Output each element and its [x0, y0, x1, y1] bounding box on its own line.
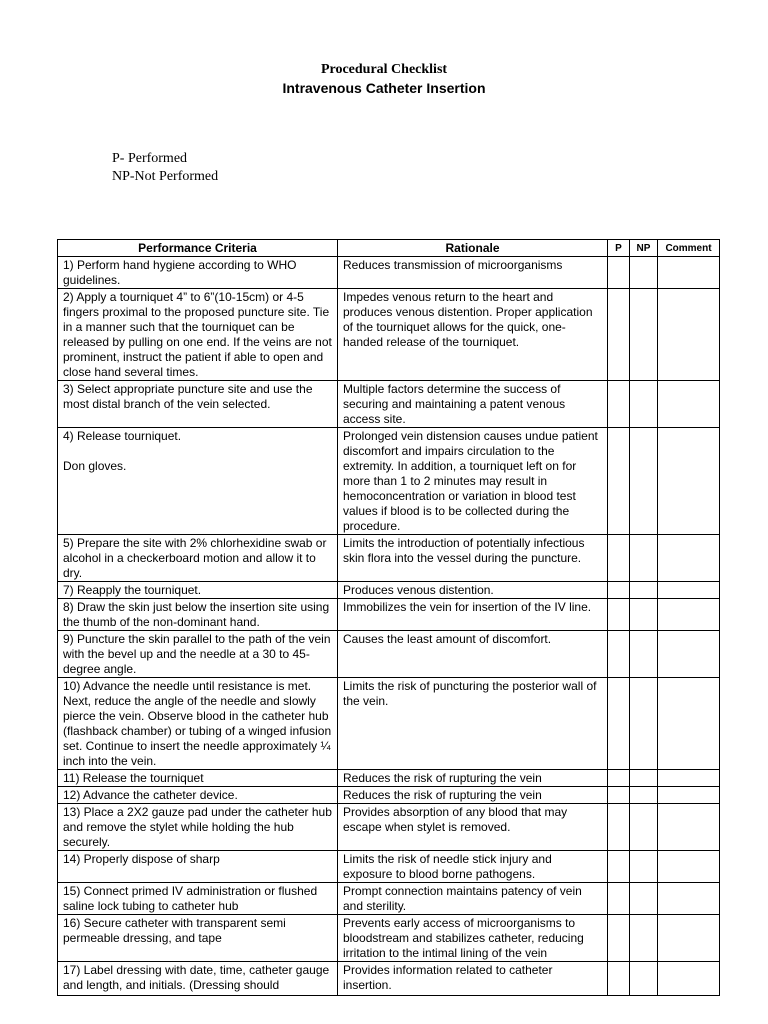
- document-subtitle: Intravenous Catheter Insertion: [282, 80, 486, 96]
- rationale-cell: Limits the introduction of potentially infectious skin flora into the vessel during the puncture.: [338, 535, 608, 582]
- criteria-cell: 16) Secure catheter with transparent semi permeable dressing, and tape: [58, 915, 338, 962]
- p-checkbox-cell[interactable]: [608, 289, 630, 381]
- document-title: Procedural Checklist: [320, 62, 448, 77]
- criteria-cell: 12) Advance the catheter device.: [58, 787, 338, 804]
- table-header-row: [58, 240, 720, 257]
- checklist-table: [57, 239, 720, 996]
- comment-cell[interactable]: [658, 428, 720, 535]
- np-checkbox-cell[interactable]: [630, 678, 658, 770]
- rationale-cell: Produces venous distention.: [338, 582, 608, 599]
- p-checkbox-cell[interactable]: [608, 599, 630, 631]
- p-checkbox-cell[interactable]: [608, 631, 630, 678]
- p-checkbox-cell[interactable]: [608, 804, 630, 851]
- column-header-rationale: Rationale: [338, 240, 608, 257]
- np-checkbox-cell[interactable]: [630, 962, 658, 996]
- table-row: [58, 883, 720, 915]
- table-row: [58, 915, 720, 962]
- table-row: [58, 428, 720, 535]
- rationale-cell: Provides absorption of any blood that may escape when stylet is removed.: [338, 804, 608, 851]
- table-row: [58, 678, 720, 770]
- p-checkbox-cell[interactable]: [608, 915, 630, 962]
- p-checkbox-cell[interactable]: [608, 851, 630, 883]
- np-checkbox-cell[interactable]: [630, 599, 658, 631]
- p-checkbox-cell[interactable]: [608, 883, 630, 915]
- comment-cell[interactable]: [658, 770, 720, 787]
- table-row: [58, 770, 720, 787]
- rationale-cell: Causes the least amount of discomfort.: [338, 631, 608, 678]
- comment-cell[interactable]: [658, 381, 720, 428]
- rationale-cell: Prolonged vein distension causes undue patient discomfort and impairs circulation to the extremity. In addition, a tourniquet left on for more than 1 to 2 minutes may result in hemoconcentration or variation in blood test values if blood is to be collected during the procedure.: [338, 428, 608, 535]
- rationale-cell: Prevents early access of microorganisms to bloodstream and stabilizes catheter, reducing irritation to the intimal lining of the vein: [338, 915, 608, 962]
- comment-cell[interactable]: [658, 883, 720, 915]
- criteria-cell: 1) Perform hand hygiene according to WHO guidelines.: [58, 257, 338, 289]
- rationale-cell: Reduces the risk of rupturing the vein: [338, 770, 608, 787]
- table-row: [58, 257, 720, 289]
- np-checkbox-cell[interactable]: [630, 535, 658, 582]
- criteria-cell: 10) Advance the needle until resistance is met. Next, reduce the angle of the needle and slowly pierce the vein. Observe blood in the catheter hub (flashback chamber) or tubing of a winged infusion set. Continue to insert the needle approximately ¼ inch into the vein.: [58, 678, 338, 770]
- np-checkbox-cell[interactable]: [630, 257, 658, 289]
- criteria-cell: 13) Place a 2X2 gauze pad under the catheter hub and remove the stylet while holding the hub securely.: [58, 804, 338, 851]
- np-checkbox-cell[interactable]: [630, 631, 658, 678]
- np-checkbox-cell[interactable]: [630, 804, 658, 851]
- rationale-cell: Prompt connection maintains patency of vein and sterility.: [338, 883, 608, 915]
- table-row: [58, 381, 720, 428]
- rationale-cell: Limits the risk of puncturing the posterior wall of the vein.: [338, 678, 608, 770]
- comment-cell[interactable]: [658, 915, 720, 962]
- p-checkbox-cell[interactable]: [608, 257, 630, 289]
- p-checkbox-cell[interactable]: [608, 962, 630, 996]
- np-checkbox-cell[interactable]: [630, 428, 658, 535]
- table-row: [58, 962, 720, 996]
- criteria-cell: 5) Prepare the site with 2% chlorhexidine swab or alcohol in a checkerboard motion and allow it to dry.: [58, 535, 338, 582]
- np-checkbox-cell[interactable]: [630, 381, 658, 428]
- table-row: [58, 599, 720, 631]
- table-row: [58, 289, 720, 381]
- column-header-comment: Comment: [658, 240, 720, 257]
- criteria-cell: 3) Select appropriate puncture site and use the most distal branch of the vein selected.: [58, 381, 338, 428]
- np-checkbox-cell[interactable]: [630, 582, 658, 599]
- criteria-cell: 9) Puncture the skin parallel to the path of the vein with the bevel up and the needle at a 30 to 45-degree angle.: [58, 631, 338, 678]
- criteria-cell: 17) Label dressing with date, time, catheter gauge and length, and initials. (Dressing should: [58, 962, 338, 996]
- p-checkbox-cell[interactable]: [608, 678, 630, 770]
- column-header-np: NP: [630, 240, 658, 257]
- p-checkbox-cell[interactable]: [608, 428, 630, 535]
- rationale-cell: Multiple factors determine the success of securing and maintaining a patent venous access site.: [338, 381, 608, 428]
- np-checkbox-cell[interactable]: [630, 851, 658, 883]
- comment-cell[interactable]: [658, 535, 720, 582]
- table-row: [58, 582, 720, 599]
- comment-cell[interactable]: [658, 787, 720, 804]
- comment-cell[interactable]: [658, 599, 720, 631]
- rationale-cell: Reduces transmission of microorganisms: [338, 257, 608, 289]
- table-row: [58, 787, 720, 804]
- table-row: [58, 804, 720, 851]
- np-checkbox-cell[interactable]: [630, 770, 658, 787]
- criteria-cell: 7) Reapply the tourniquet.: [58, 582, 338, 599]
- comment-cell[interactable]: [658, 804, 720, 851]
- column-header-criteria: Performance Criteria: [58, 240, 338, 257]
- comment-cell[interactable]: [658, 631, 720, 678]
- criteria-cell: 14) Properly dispose of sharp: [58, 851, 338, 883]
- legend: [112, 150, 218, 186]
- criteria-cell: 11) Release the tourniquet: [58, 770, 338, 787]
- rationale-cell: Impedes venous return to the heart and produces venous distention. Proper application of the tourniquet allows for the quick, one-handed release of the tourniquet.: [338, 289, 608, 381]
- criteria-cell: 4) Release tourniquet. Don gloves.: [58, 428, 338, 535]
- np-checkbox-cell[interactable]: [630, 787, 658, 804]
- np-checkbox-cell[interactable]: [630, 289, 658, 381]
- comment-cell[interactable]: [658, 851, 720, 883]
- p-checkbox-cell[interactable]: [608, 787, 630, 804]
- p-checkbox-cell[interactable]: [608, 582, 630, 599]
- rationale-cell: Immobilizes the vein for insertion of the IV line.: [338, 599, 608, 631]
- rationale-cell: Limits the risk of needle stick injury and exposure to blood borne pathogens.: [338, 851, 608, 883]
- table-row: [58, 631, 720, 678]
- table-row: [58, 851, 720, 883]
- legend-performed: P- Performed: [112, 151, 188, 166]
- comment-cell[interactable]: [658, 257, 720, 289]
- table-row: [58, 535, 720, 582]
- column-header-p: P: [608, 240, 630, 257]
- comment-cell[interactable]: [658, 289, 720, 381]
- comment-cell[interactable]: [658, 582, 720, 599]
- p-checkbox-cell[interactable]: [608, 535, 630, 582]
- criteria-cell: 2) Apply a tourniquet 4” to 6”(10-15cm) or 4-5 fingers proximal to the proposed puncture site. Tie in a manner such that the tourniquet can be released by pulling on one end. If the veins are not prominent, instruct the patient if able to open and close hand several times.: [58, 289, 338, 381]
- np-checkbox-cell[interactable]: [630, 883, 658, 915]
- p-checkbox-cell[interactable]: [608, 381, 630, 428]
- rationale-cell: Reduces the risk of rupturing the vein: [338, 787, 608, 804]
- np-checkbox-cell[interactable]: [630, 915, 658, 962]
- p-checkbox-cell[interactable]: [608, 770, 630, 787]
- criteria-cell: 8) Draw the skin just below the insertion site using the thumb of the non-dominant hand.: [58, 599, 338, 631]
- legend-not-performed: NP-Not Performed: [112, 169, 219, 184]
- criteria-cell: 15) Connect primed IV administration or flushed saline lock tubing to catheter hub: [58, 883, 338, 915]
- rationale-cell: Provides information related to catheter insertion.: [338, 962, 608, 996]
- comment-cell[interactable]: [658, 678, 720, 770]
- comment-cell[interactable]: [658, 962, 720, 996]
